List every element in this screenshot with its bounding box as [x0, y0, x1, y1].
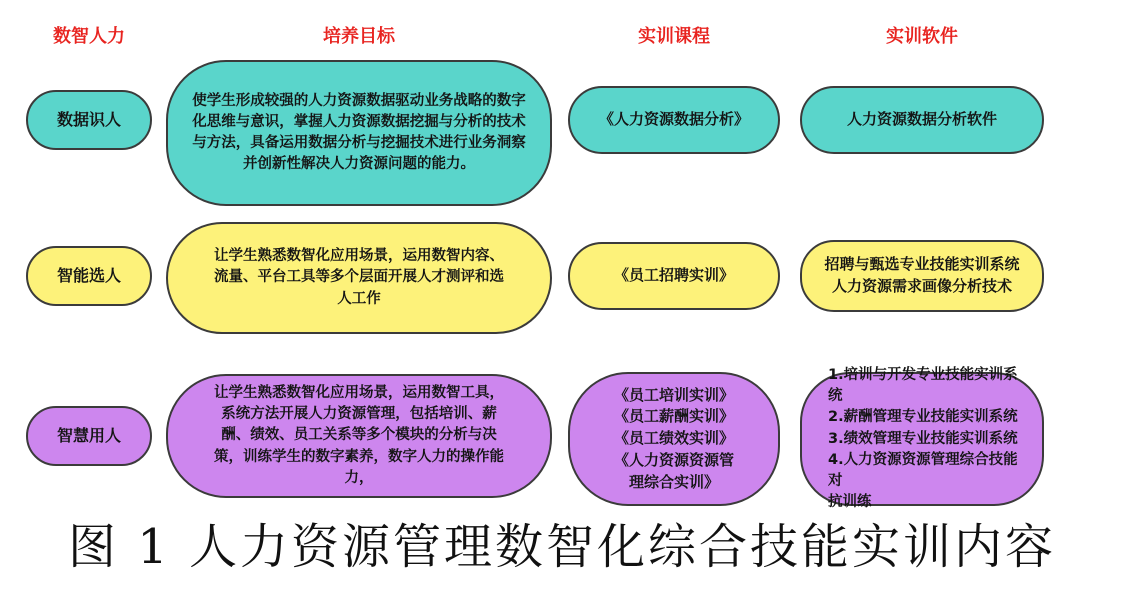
row3-course-item: 《员工培训实训》 — [613, 385, 734, 404]
header-training-goal: 培养目标 — [323, 26, 395, 47]
row2-software-pill — [800, 240, 1044, 312]
row3-goal-pill: 让学生熟悉数智化应用场景，运用数智工具，系统方法开展人力资源管理，包括培训、薪酬、绩效、员工关系等多个模块的分析与决策，训练学生的数字素养，数字人力的操作能力， — [166, 374, 552, 498]
row3-name-pill: 智慧用人 — [26, 406, 152, 466]
row1-course-pill: 《人力资源数据分析》 — [568, 86, 780, 154]
row3-course-item: 《人力资源资源管 — [613, 450, 734, 469]
row2-name-pill: 智能选人 — [26, 246, 152, 306]
row2-goal-pill: 让学生熟悉数智化应用场景，运用数智内容、流量、平台工具等多个层面开展人才测评和选人工作 — [166, 222, 552, 334]
row3-course-item: 《员工薪酬实训》 — [613, 407, 734, 426]
row3-software-item: 3.绩效管理专业技能实训系统 — [828, 430, 1018, 447]
row3-software-item: 1.培训与开发专业技能实训系统 — [828, 367, 1018, 405]
row3-software-item: 4.人力资源资源管理综合技能对 — [828, 451, 1018, 489]
header-digital-hr: 数智人力 — [53, 26, 125, 47]
row3-course-item: 《员工绩效实训》 — [613, 429, 734, 448]
row3-software-item: 2.薪酬管理专业技能实训系统 — [828, 409, 1018, 426]
row3-course-item: 理综合实训》 — [628, 472, 719, 491]
row2-software-item: 招聘与甄选专业技能实训系统 — [824, 255, 1020, 274]
row3-software-item: 抗训练 — [828, 493, 872, 510]
row2-software-item: 人力资源需求画像分析技术 — [831, 277, 1012, 295]
row1-goal-pill: 使学生形成较强的人力资源数据驱动业务战略的数字化思维与意识，掌握人力资源数据挖掘与分析的技术与方法，具备运用数据分析与挖掘技术进行业务洞察并创新性解决人力资源问题的能力。 — [166, 60, 552, 206]
header-training-software: 实训软件 — [886, 26, 958, 47]
figure-caption: 图 1 人力资源管理数智化综合技能实训内容 — [67, 519, 1057, 575]
row2-course-pill: 《员工招聘实训》 — [568, 242, 780, 310]
row1-software-pill: 人力资源数据分析软件 — [800, 86, 1044, 154]
row3-software-pill — [800, 367, 1044, 510]
row3-course-pill — [568, 372, 780, 506]
row1-name-pill: 数据识人 — [26, 90, 152, 150]
header-training-course: 实训课程 — [638, 26, 710, 47]
